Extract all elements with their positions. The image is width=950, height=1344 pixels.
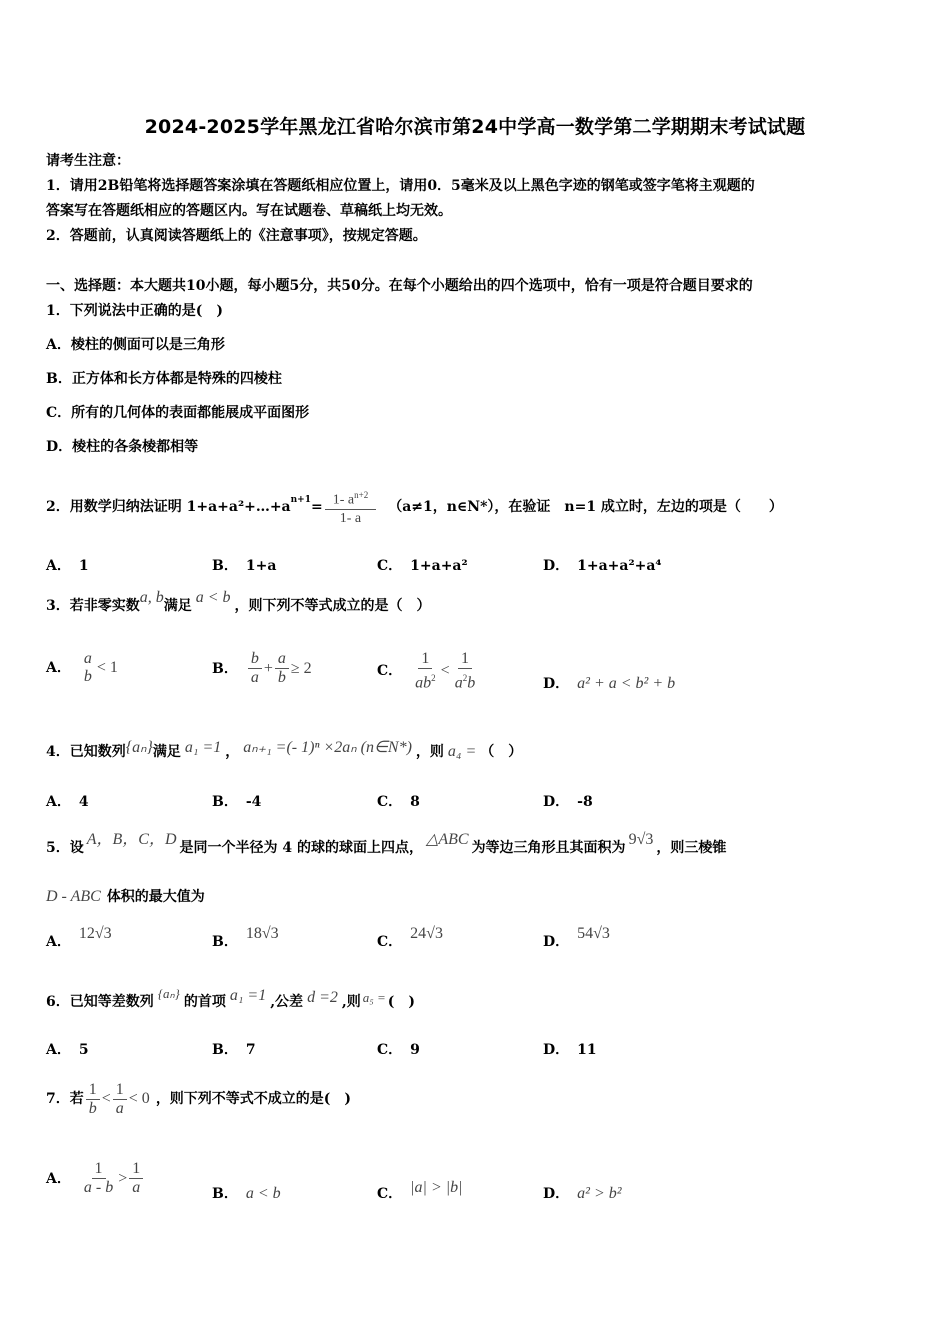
q5-tetrahedron: D - ABC xyxy=(46,888,101,905)
page-title: 2024-2025学年黑龙江省哈尔滨市第24中学高一数学第二学期期末考试试题 xyxy=(144,116,806,138)
q6-text-mid3: ,则 xyxy=(341,994,361,1010)
q6-option-c xyxy=(377,1040,420,1060)
q6-option-a xyxy=(46,1040,89,1060)
q6-option-b xyxy=(212,1040,256,1060)
option-label: B． xyxy=(212,934,238,950)
option-label: D． xyxy=(543,1042,570,1058)
q3-option-d-value: a² + a < b² + b xyxy=(577,675,676,692)
option-label: C． xyxy=(377,934,403,950)
q2-option-d-value: 1+a+a²+a⁴ xyxy=(577,558,662,574)
q3-option-a: A． a b < 1 xyxy=(46,650,118,685)
q3-text-post: ，则下列不等式成立的是（ ） xyxy=(234,598,431,614)
q2-fraction-numerator: 1- a xyxy=(332,492,355,508)
q4-comma: ， xyxy=(225,744,240,760)
q2-stem xyxy=(46,489,783,527)
q6-option-b-value: 7 xyxy=(245,1042,256,1058)
q4-text-mid: 满足 xyxy=(152,744,181,760)
q5-option-c-value: 24√3 xyxy=(410,925,443,942)
option-label: C． xyxy=(377,1042,403,1058)
q4-recurrence: aₙ₊₁ =(- 1)ⁿ ×2aₙ (n∈N*) xyxy=(243,739,412,756)
q6-text-mid2: ,公差 xyxy=(270,994,304,1010)
q3-text-pre: 若非零实数 xyxy=(69,598,140,614)
q5-option-a xyxy=(46,925,112,952)
q4-target: a₄ = xyxy=(447,743,477,760)
q4-option-b xyxy=(212,792,261,812)
q3-variables: a, b xyxy=(139,589,164,606)
q5-number: 5． xyxy=(46,840,70,856)
option-label: A． xyxy=(46,1042,71,1058)
q4-option-c-value: 8 xyxy=(410,794,420,810)
q7-option-b-value: a < b xyxy=(245,1185,281,1202)
option-label: A． xyxy=(46,794,71,810)
option-label: B． xyxy=(212,794,238,810)
q5-option-a-value: 12√3 xyxy=(78,925,112,942)
q2-option-b-value: 1+a xyxy=(245,558,277,574)
option-label: B． xyxy=(212,660,238,677)
q5-option-d-value: 54√3 xyxy=(577,925,610,942)
q7-text-pre: 若 xyxy=(69,1091,84,1107)
q3-stem xyxy=(46,589,431,616)
q4-option-d xyxy=(543,792,593,812)
q6-option-a-value: 5 xyxy=(78,1042,89,1058)
q2-option-b xyxy=(212,556,276,576)
q7-option-b xyxy=(212,1184,281,1204)
q3-number: 3． xyxy=(46,598,70,614)
q1-option-d: D．棱柱的各条棱都相等 xyxy=(46,439,199,455)
q2-exponent: n+1 xyxy=(290,495,311,505)
option-label: C． xyxy=(377,558,403,574)
q5-option-b xyxy=(212,925,279,952)
q3-condition: a < b xyxy=(195,589,231,606)
option-label: A． xyxy=(46,934,71,950)
q6-option-d-value: 11 xyxy=(577,1042,597,1058)
q6-option-d xyxy=(543,1040,597,1060)
q7-option-d xyxy=(543,1184,622,1204)
option-label: C． xyxy=(377,794,403,810)
q2-option-a xyxy=(46,556,89,576)
q5-text-line2: 体积的最大值为 xyxy=(106,889,205,905)
q5-text-mid: 是同一个半径为 4 的球的球面上四点， xyxy=(179,840,424,856)
q4-option-d-value: -8 xyxy=(577,794,593,810)
q4-option-a xyxy=(46,792,89,812)
option-label: C． xyxy=(377,1186,403,1202)
q5-text-pre: 设 xyxy=(69,840,84,856)
q5-stem xyxy=(46,831,727,858)
option-label: D． xyxy=(543,1186,570,1202)
option-label: C． xyxy=(377,663,403,680)
notice-item-1a: 1．请用2B铅笔将选择题答案涂填在答题纸相应位置上，请用0．5毫米及以上黑色字迹的钢笔或签字笔将主观题的 xyxy=(46,178,755,194)
q6-blank: ( ) xyxy=(387,994,416,1010)
q4-blank: （ ） xyxy=(480,744,523,760)
q3-option-d xyxy=(543,674,675,694)
q2-option-a-value: 1 xyxy=(78,558,89,574)
q2-equals: = xyxy=(311,499,323,515)
q2-option-c-value: 1+a+a² xyxy=(410,558,468,574)
q7-option-a: A． $\frac{1}{a - b}$ > $\frac{1}{a}$ xyxy=(46,1160,145,1197)
q4-text-pre: 已知数列 xyxy=(69,744,126,760)
q2-condition: （a≠1，n∈N*），在验证 n=1 成立时，左边的项是（ ） xyxy=(388,499,783,515)
q4-stem xyxy=(46,739,523,762)
q6-target: a₅ = xyxy=(362,990,386,1005)
q5-triangle: △ABC xyxy=(426,831,469,848)
q7-stem: 7． 若 $\frac{1}{b}$ < $\frac{1}{a}$ < 0 ，则下列不等式不成立的是( ) xyxy=(46,1080,352,1117)
q6-option-c-value: 9 xyxy=(410,1042,420,1058)
q2-fraction-denominator: 1- a xyxy=(339,511,362,527)
q2-fraction xyxy=(325,486,376,529)
q5-points: A，B，C，D xyxy=(86,831,177,848)
option-label: D． xyxy=(543,676,570,692)
q3-text-mid: 满足 xyxy=(163,598,192,614)
option-label: B． xyxy=(212,1042,238,1058)
q4-option-c xyxy=(377,792,420,812)
q4-number: 4． xyxy=(46,744,70,760)
notice-item-2: 2．答题前，认真阅读答题纸上的《注意事项》，按规定答题。 xyxy=(46,228,427,244)
section-heading: 一、选择题：本大题共10小题，每小题5分，共50分。在每个小题给出的四个选项中，恰有一项是符合题目要求的 xyxy=(46,278,753,294)
q2-number: 2． xyxy=(46,499,70,515)
option-label: A． xyxy=(46,558,71,574)
q7-number: 7． xyxy=(46,1091,70,1107)
q5-text-mid2: 为等边三角形且其面积为 xyxy=(471,840,626,856)
option-label: D． xyxy=(543,934,570,950)
q7-text-post: ，则下列不等式不成立的是( ) xyxy=(155,1091,352,1107)
q1-option-a: A．棱柱的侧面可以是三角形 xyxy=(46,337,225,353)
q7-option-c xyxy=(377,1179,463,1204)
notice-item-1b: 答案写在答题纸相应的答题区内。写在试题卷、草稿纸上均无效。 xyxy=(46,203,452,219)
q5-option-b-value: 18√3 xyxy=(245,925,279,942)
q2-option-d xyxy=(543,556,662,576)
option-label: A． xyxy=(46,660,71,676)
q4-text-post: ，则 xyxy=(415,744,444,760)
q4-sequence: {aₙ} xyxy=(125,739,153,756)
option-label: A． xyxy=(46,1170,71,1187)
q6-text-mid: 的首项 xyxy=(183,994,226,1010)
q1-option-c: C．所有的几何体的表面都能展成平面图形 xyxy=(46,405,310,421)
q3-option-c: C． $\frac{1}{ab^2}$ < $\frac{1}{a^2b}$ xyxy=(377,650,476,692)
q1-stem: 1．下列说法中正确的是( ) xyxy=(46,303,223,319)
q2-option-c xyxy=(377,556,468,576)
q2-text: 用数学归纳法证明 1+a+a²+…+a xyxy=(69,499,291,515)
q5-option-d xyxy=(543,925,610,952)
q5-stem-line2 xyxy=(46,887,205,907)
q2-fraction-numerator-exponent: n+2 xyxy=(354,489,369,500)
q6-number: 6． xyxy=(46,994,70,1010)
q5-text-post: ，则三棱锥 xyxy=(656,840,727,856)
q4-option-b-value: -4 xyxy=(245,794,262,810)
q5-area: 9√3 xyxy=(628,831,654,848)
q6-first-term: a₁ =1 xyxy=(229,987,267,1004)
option-label: D． xyxy=(543,558,570,574)
notice-heading: 请考生注意： xyxy=(46,153,130,169)
q7-option-d-value: a² > b² xyxy=(577,1185,622,1202)
q3-option-b: B． $\frac{b}{a}$ + $\frac{a}{b}$ ≥ 2 xyxy=(212,650,312,686)
q6-stem xyxy=(46,986,416,1012)
q4-initial-term: a₁ =1 xyxy=(184,739,222,756)
q6-sequence: {aₙ} xyxy=(157,986,180,1001)
q6-text-pre: 已知等差数列 xyxy=(69,994,154,1010)
q7-option-c-value: |a| > |b| xyxy=(410,1179,463,1196)
option-label: B． xyxy=(212,1186,238,1202)
q1-option-b: B．正方体和长方体都是特殊的四棱柱 xyxy=(46,371,282,387)
q4-option-a-value: 4 xyxy=(78,794,89,810)
option-label: B． xyxy=(212,558,238,574)
option-label: D． xyxy=(543,794,570,810)
q6-common-difference: d =2 xyxy=(307,989,338,1006)
q5-option-c xyxy=(377,925,443,952)
